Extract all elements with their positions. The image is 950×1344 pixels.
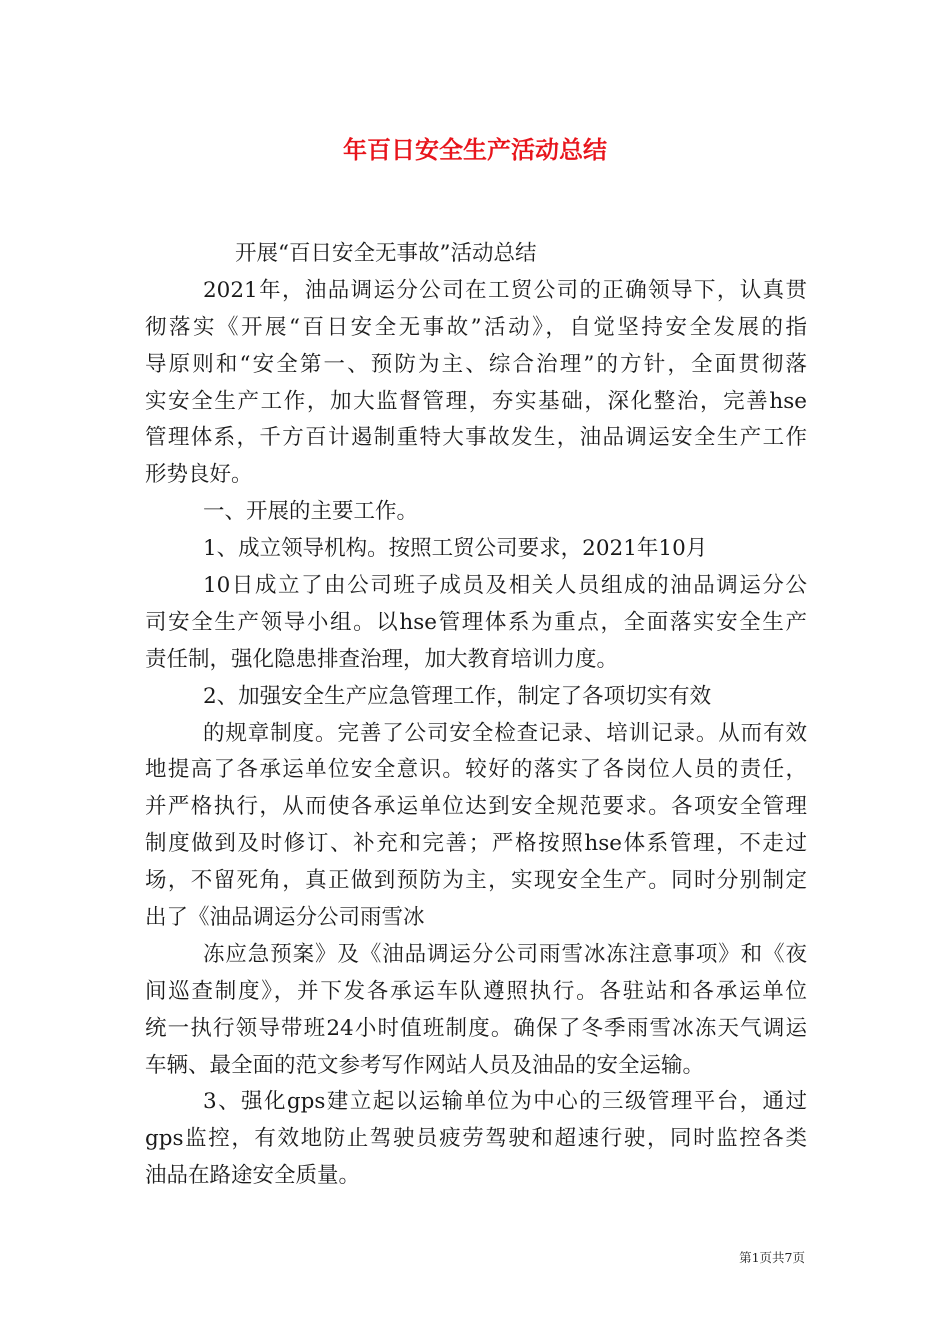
- paragraph-line: 并严格执行，从而使各承运单位达到安全规范要求。各项安全管理: [145, 794, 807, 820]
- paragraph-line: 统一执行领导带班24小时值班制度。确保了冬季雨雪冰冻天气调运: [145, 1015, 807, 1041]
- paragraph-line: 车辆、最全面的范文参考写作网站人员及油品的安全运输。: [145, 1052, 705, 1078]
- paragraph-line: 实安全生产工作，加大监督管理，夯实基础，深化整治，完善hse: [145, 388, 807, 414]
- document-body: [145, 236, 807, 1195]
- paragraph-line: 导原则和“安全第一、预防为主、综合治理”的方针，全面贯彻落: [145, 351, 807, 377]
- subtitle: 开展“百日安全无事故”活动总结: [235, 241, 537, 266]
- paragraph-line: 地提高了各承运单位安全意识。较好的落实了各岗位人员的责任，: [145, 757, 807, 783]
- paragraph-line: 场，不留死角，真正做到预防为主，实现安全生产。同时分别制定: [145, 868, 807, 894]
- paragraph-line: 彻落实《开展“百日安全无事故”活动》，自觉坚持安全发展的指: [145, 314, 807, 340]
- paragraph-line: 责任制，强化隐患排查治理，加大教育培训力度。: [145, 646, 619, 672]
- paragraph-line: 10日成立了由公司班子成员及相关人员组成的油品调运分公: [203, 573, 807, 599]
- page-number: 第1页共7页: [739, 1250, 805, 1265]
- document-title: 年百日安全生产活动总结: [343, 135, 607, 164]
- paragraph-line: 3、强化gps建立起以运输单位为中心的三级管理平台，通过: [203, 1089, 807, 1115]
- paragraph-line: 出了《油品调运分公司雨雪冰: [145, 905, 425, 931]
- paragraph-line: 管理体系，千方百计遏制重特大事故发生，油品调运安全生产工作: [145, 425, 807, 451]
- paragraph-line: 制度做到及时修订、补充和完善；严格按照hse体系管理，不走过: [145, 831, 807, 857]
- paragraph-line: 油品在路途安全质量。: [145, 1163, 361, 1189]
- paragraph-line: 形势良好。: [145, 462, 253, 488]
- paragraph-line: 一、开展的主要工作。: [203, 499, 419, 525]
- paragraph-line: gps监控，有效地防止驾驶员疲劳驾驶和超速行驶，同时监控各类: [145, 1126, 807, 1152]
- paragraph-line: 司安全生产领导小组。以hse管理体系为重点，全面落实安全生产: [145, 609, 807, 635]
- paragraph-line: 冻应急预案》及《油品调运分公司雨雪冰冻注意事项》和《夜: [203, 941, 807, 967]
- paragraph-line: 2、加强安全生产应急管理工作，制定了各项切实有效: [203, 683, 712, 709]
- paragraph-line: 的规章制度。完善了公司安全检查记录、培训记录。从而有效: [203, 720, 807, 746]
- paragraph-line: 2021年，油品调运分公司在工贸公司的正确领导下，认真贯: [203, 277, 807, 303]
- paragraph-line: 1、成立领导机构。按照工贸公司要求，2021年10月: [203, 536, 708, 562]
- paragraph-line: 间巡查制度》，并下发各承运车队遵照执行。各驻站和各承运单位: [145, 978, 807, 1004]
